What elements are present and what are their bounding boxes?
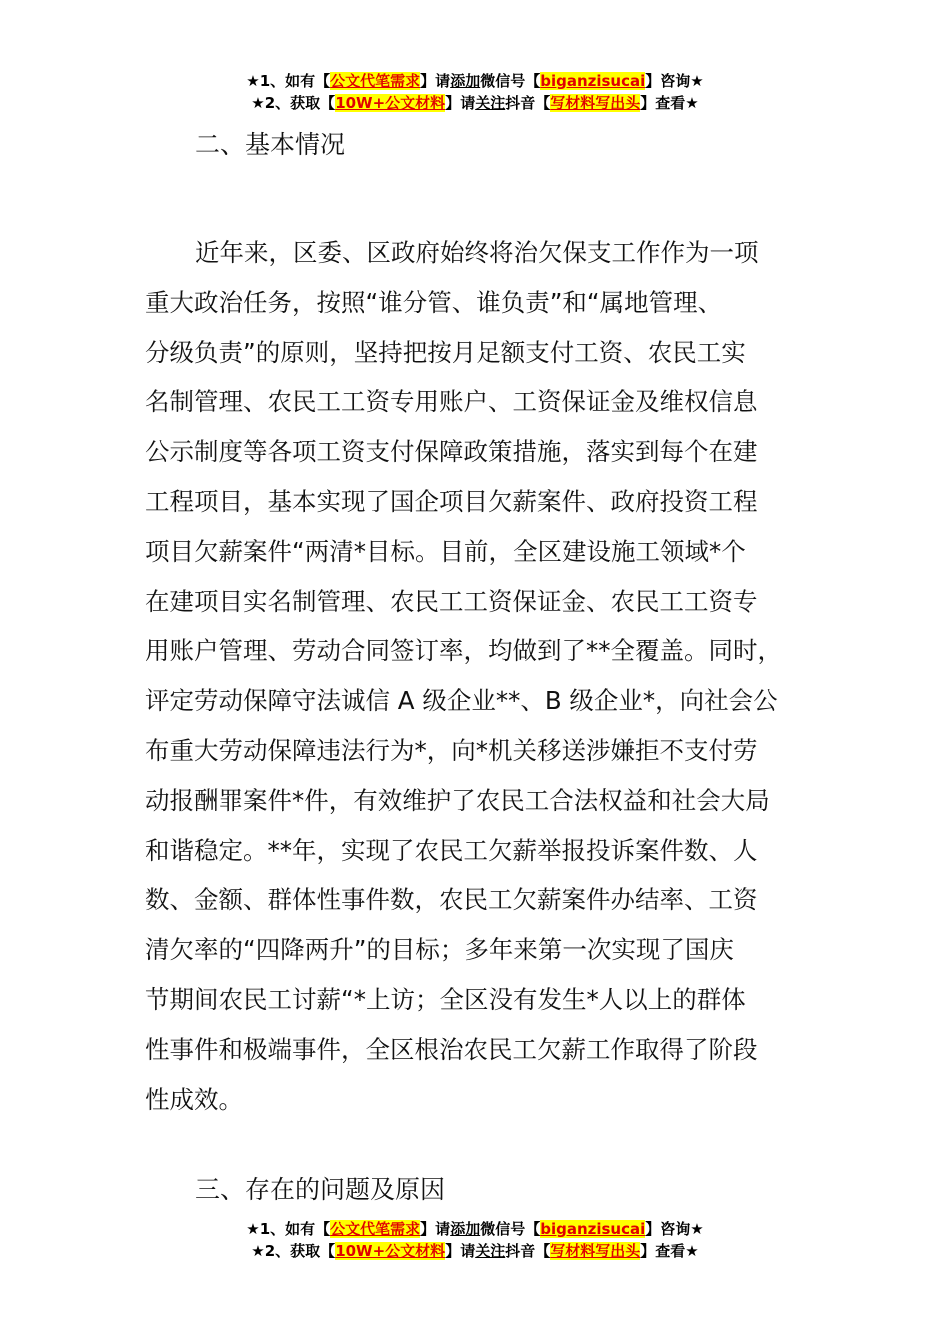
section-body-paragraph bbox=[145, 228, 835, 1124]
highlight-service: 公文代笔需求 bbox=[330, 1220, 421, 1238]
highlight-wechat-id: biganzisucai bbox=[540, 72, 646, 90]
promo-line-1: ★1、如有【公文代笔需求】请添加微信号【biganzisucai】咨询★ bbox=[246, 1220, 704, 1238]
paragraph-line: 节期间农民工讨薪“*上访；全区没有发生*人以上的群体 bbox=[145, 984, 746, 1014]
paragraph-line: 布重大劳动保障违法行为*，向*机关移送涉嫌拒不支付劳 bbox=[145, 735, 758, 765]
promo-line-2: ★2、获取【10W+公文材料】请关注抖音【写材料写出头】查看★ bbox=[251, 94, 699, 112]
promo-banner-top bbox=[0, 70, 950, 114]
section-heading-basic-situation: 二、基本情况 bbox=[195, 130, 346, 159]
paragraph-line: 用账户管理、劳动合同签订率，均做到了**全覆盖。同时， bbox=[145, 636, 782, 666]
paragraph-line: 名制管理、农民工工资专用账户、工资保证金及维权信息 bbox=[145, 387, 758, 417]
highlight-douyin-account: 写材料写出头 bbox=[550, 94, 641, 112]
highlight-materials: 10W+公文材料 bbox=[335, 1242, 446, 1260]
highlight-wechat-id: biganzisucai bbox=[540, 1220, 646, 1238]
paragraph-line: 性成效。 bbox=[145, 1084, 243, 1114]
paragraph-line: 重大政治任务，按照“谁分管、谁负责”和“属地管理、 bbox=[145, 287, 723, 317]
highlight-materials: 10W+公文材料 bbox=[335, 94, 446, 112]
highlight-douyin-account: 写材料写出头 bbox=[550, 1242, 641, 1260]
paragraph-line: 清欠率的“四降两升”的目标；多年来第一次实现了国庆 bbox=[145, 935, 734, 965]
promo-line-1: ★1、如有【公文代笔需求】请添加微信号【biganzisucai】咨询★ bbox=[246, 72, 704, 90]
promo-line-2: ★2、获取【10W+公文材料】请关注抖音【写材料写出头】查看★ bbox=[251, 1242, 699, 1260]
paragraph-line: 在建项目实名制管理、农民工工资保证金、农民工工资专 bbox=[145, 586, 758, 616]
paragraph-line: 近年来，区委、区政府始终将治欠保支工作作为一项 bbox=[195, 238, 759, 267]
paragraph-line: 项目欠薪案件“两清*目标。目前，全区建设施工领域*个 bbox=[145, 536, 746, 566]
paragraph-line: 工程项目，基本实现了国企项目欠薪案件、政府投资工程 bbox=[145, 486, 758, 516]
highlight-service: 公文代笔需求 bbox=[330, 72, 421, 90]
paragraph-line: 公示制度等各项工资支付保障政策措施，落实到每个在建 bbox=[145, 437, 758, 467]
promo-banner-bottom bbox=[0, 1218, 950, 1262]
section-heading-problems: 三、存在的问题及原因 bbox=[195, 1175, 446, 1204]
paragraph-line: 和谐稳定。**年，实现了农民工欠薪举报投诉案件数、人 bbox=[145, 835, 758, 865]
paragraph-line: 动报酬罪案件*件，有效维护了农民工合法权益和社会大局 bbox=[145, 785, 770, 815]
paragraph-line: 评定劳动保障守法诚信 A 级企业**、B 级企业*，向社会公 bbox=[145, 686, 778, 716]
paragraph-line: 数、金额、群体性事件数，农民工欠薪案件办结率、工资 bbox=[145, 885, 758, 915]
paragraph-line: 性事件和极端事件，全区根治农民工欠薪工作取得了阶段 bbox=[145, 1034, 758, 1064]
paragraph-line: 分级负责”的原则，坚持把按月足额支付工资、农民工实 bbox=[145, 337, 746, 367]
